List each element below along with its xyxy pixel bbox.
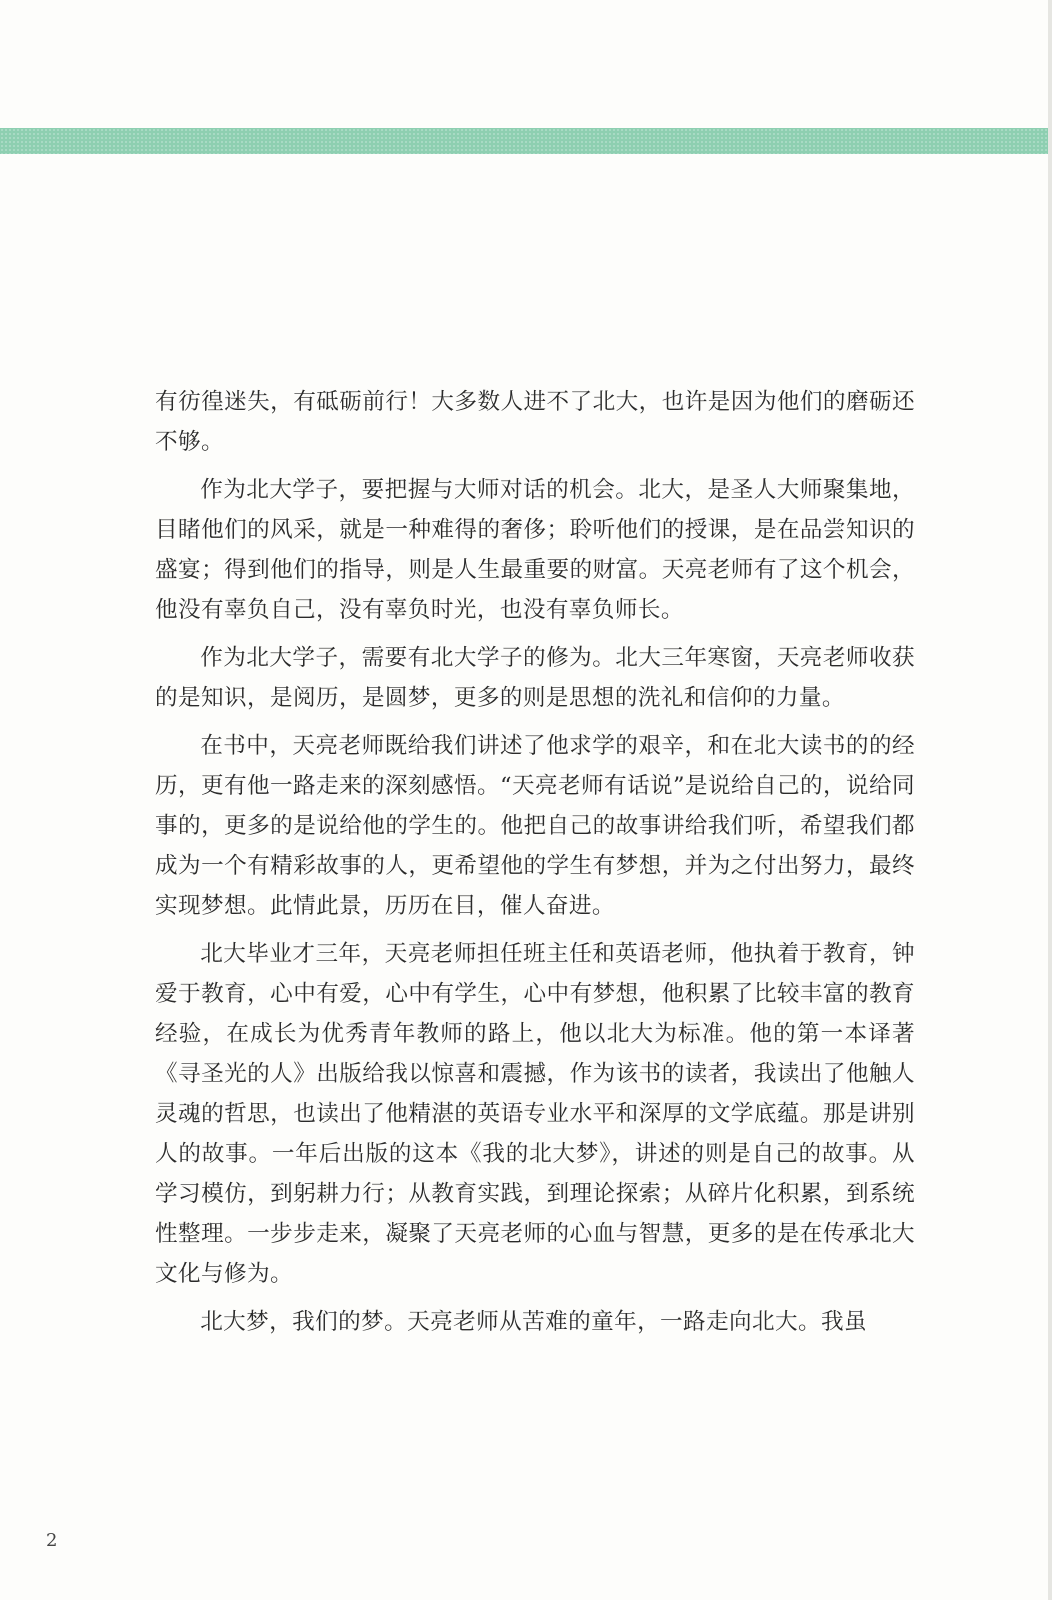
paragraph-1: 有彷徨迷失，有砥砺前行！大多数人进不了北大，也许是因为他们的磨砺还不够。 xyxy=(155,389,915,455)
header-band xyxy=(0,128,1052,154)
paragraph-5: 北大毕业才三年，天亮老师担任班主任和英语老师，他执着于教育，钟爱于教育，心中有爱，心中有学生，心中有梦想，他积累了比较丰富的教育经验，在成长为优秀青年教师的路上，他以北大为标准。他的第一本译著《寻圣光的人》出版给我以惊喜和震撼，作为该书的读者，我读出了他触人灵魂的哲思，也读出了他精湛的英语专业水平和深厚的文学底蕴。那是讲别人的故事。一年后出版的这本《我的北大梦》，讲述的则是自己的故事。从学习模仿，到躬耕力行；从教育实践，到理论探索；从碎片化积累，到系统性整理。一步步走来，凝聚了天亮老师的心血与智慧，更多的是在传承北大文化与修为。 xyxy=(155,941,915,1287)
page-number: 2 xyxy=(46,1530,58,1551)
body-text xyxy=(155,382,915,1350)
paragraph-4: 在书中，天亮老师既给我们讲述了他求学的艰辛，和在北大读书的的经历，更有他一路走来的深刻感悟。“天亮老师有话说”是说给自己的，说给同事的，更多的是说给他的学生的。他把自己的故事讲给我们听，希望我们都成为一个有精彩故事的人，更希望他的学生有梦想，并为之付出努力，最终实现梦想。此情此景，历历在目，催人奋进。 xyxy=(155,733,915,919)
page-edge xyxy=(1048,0,1052,1600)
paragraph-6: 北大梦，我们的梦。天亮老师从苦难的童年，一路走向北大。我虽 xyxy=(200,1309,868,1335)
paragraph-3: 作为北大学子，需要有北大学子的修为。北大三年寒窗，天亮老师收获的是知识，是阅历，是圆梦，更多的则是思想的洗礼和信仰的力量。 xyxy=(155,645,915,711)
paragraph-2: 作为北大学子，要把握与大师对话的机会。北大，是圣人大师聚集地，目睹他们的风采，就是一种难得的奢侈；聆听他们的授课，是在品尝知识的盛宴；得到他们的指导，则是人生最重要的财富。天亮老师有了这个机会，他没有辜负自己，没有辜负时光，也没有辜负师长。 xyxy=(155,477,915,623)
